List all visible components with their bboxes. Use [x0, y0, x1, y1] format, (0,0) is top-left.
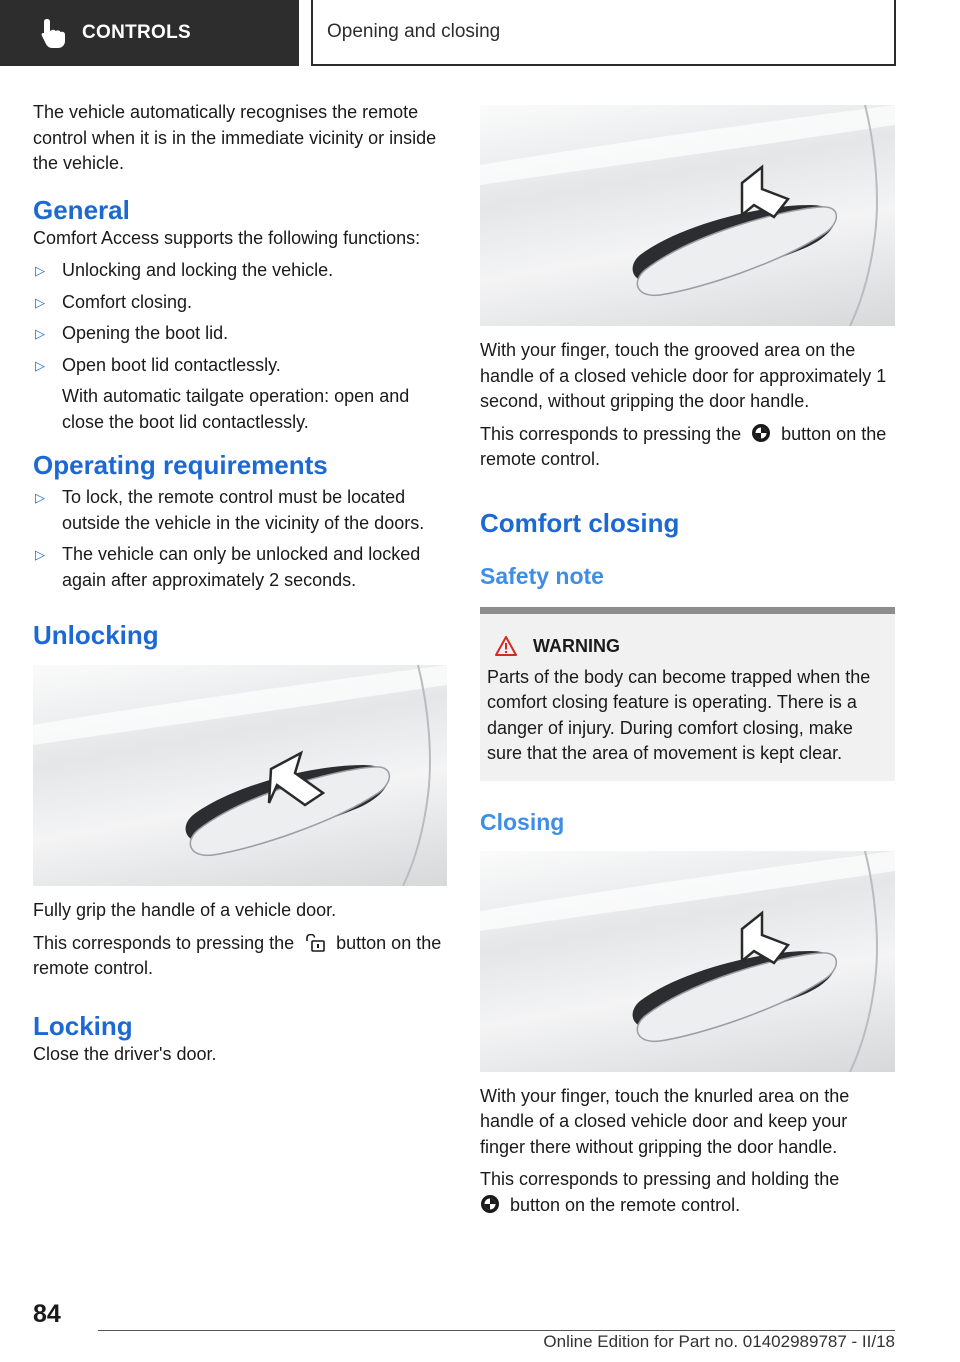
- triangle-right-icon: ▷: [35, 294, 45, 310]
- unlocking-paragraph-1: Fully grip the handle of a vehicle door.: [33, 900, 337, 920]
- requirements-list: [33, 485, 447, 593]
- warning-label: WARNING: [533, 635, 620, 656]
- closing-paragraph-2: This corresponds to pressing and holding the button on the remote control.: [480, 1169, 840, 1215]
- page-footer: [0, 1290, 960, 1362]
- warning-box: [480, 607, 895, 781]
- list-item: ▷ Opening the boot lid.: [33, 321, 447, 347]
- door-handle-photo-grooved: [480, 105, 895, 326]
- unlock-button-icon: [304, 934, 326, 952]
- list-item: ▷ To lock, the remote control must be located outside the vehicle in the vicinity of the doors.: [35, 487, 425, 533]
- section-label: CONTROLS: [82, 22, 192, 43]
- list-item: ▷ Open boot lid contactlessly. With automatic tailgate operation: open and close the boot lid contactlessly.: [33, 353, 447, 436]
- triangle-right-icon: ▷: [35, 263, 45, 278]
- door-handle-photo-knurled: [480, 851, 895, 1072]
- general-paragraph: Comfort Access supports the following functions:: [33, 227, 421, 248]
- bmw-logo-button-icon: [480, 1194, 500, 1214]
- unlocking-paragraph-2: This corresponds to pressing the button on the remote control.: [33, 932, 442, 978]
- comfort-closing-heading: Comfort closing: [480, 507, 680, 538]
- lock-paragraph-2: This corresponds to pressing the button on the remote control.: [480, 423, 887, 469]
- triangle-right-icon: ▷: [35, 547, 45, 562]
- page-number: 84: [33, 1300, 61, 1328]
- closing-paragraph-1: With your finger, touch the knurled area on the handle of a closed vehicle door and keep your finger there without gripping the door handle.: [480, 1085, 850, 1157]
- warning-header: [487, 636, 887, 657]
- general-list: [33, 258, 447, 435]
- warning-text: Parts of the body can become trapped when the comfort closing feature is operating. There is a danger of injury. During comfort closing, make sure that the area of movement is kept clear.: [487, 666, 871, 763]
- chapter-title: Opening and closing: [327, 21, 501, 42]
- page-header: [0, 0, 960, 66]
- locking-paragraph: Close the driver's door.: [33, 1043, 217, 1064]
- triangle-right-icon: ▷: [35, 490, 45, 505]
- triangle-right-icon: ▷: [35, 326, 45, 341]
- chapter-title-box: [311, 0, 896, 66]
- general-heading: General: [33, 194, 130, 225]
- list-item: ▷ Comfort closing.: [33, 290, 447, 316]
- list-item: ▷ The vehicle can only be unlocked and locked again after approximately 2 seconds.: [35, 544, 421, 590]
- bmw-logo-button-icon: [751, 423, 771, 443]
- list-subnote: With automatic tailgate operation: open and close the boot lid contactlessly.: [62, 386, 410, 432]
- locking-heading: Locking: [33, 1010, 133, 1041]
- hand-pointer-icon: [38, 17, 68, 49]
- lock-paragraph-1: With your finger, touch the grooved area on the handle of a closed vehicle door for approximately 1 second, without gripping the door handle.: [480, 340, 887, 411]
- unlocking-heading: Unlocking: [33, 620, 159, 650]
- footer-divider: [98, 1330, 895, 1331]
- intro-paragraph: The vehicle automatically recognises the remote control when it is in the immediate vicinity or inside the vehicle.: [33, 102, 437, 173]
- list-item: ▷ Unlocking and locking the vehicle.: [33, 258, 447, 284]
- right-column: [480, 105, 895, 1225]
- edition-text: Online Edition for Part no. 01402989787 - II/18: [543, 1332, 895, 1351]
- section-tab: [0, 0, 299, 66]
- requirements-heading: Operating requirements: [33, 450, 328, 480]
- warning-triangle-icon: [495, 636, 517, 656]
- door-handle-photo: [33, 665, 447, 886]
- triangle-right-icon: ▷: [35, 357, 45, 373]
- closing-heading: Closing: [480, 808, 565, 835]
- safety-note-heading: Safety note: [480, 562, 604, 589]
- left-column: [33, 100, 447, 1074]
